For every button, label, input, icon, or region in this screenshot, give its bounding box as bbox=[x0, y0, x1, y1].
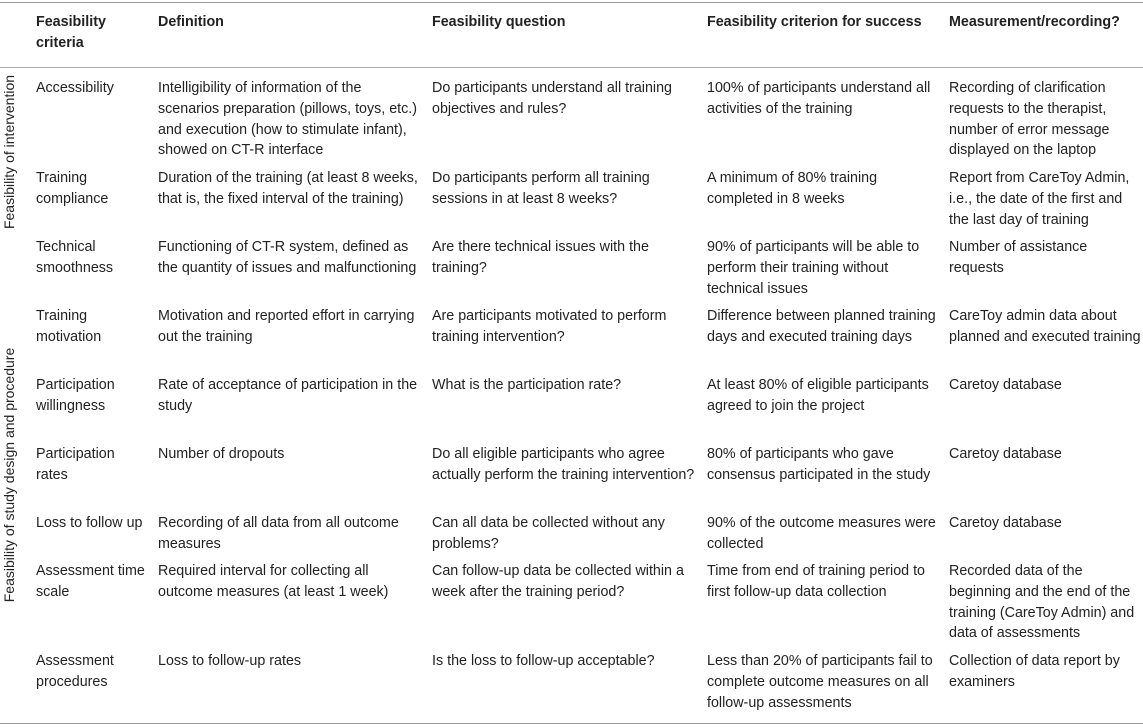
cell-criteria: Assessment time scale bbox=[36, 563, 145, 600]
header-criteria: Feasibility criteria bbox=[36, 14, 106, 51]
cell-success: At least 80% of eligible participants agreed to join the project bbox=[707, 377, 929, 414]
cell-definition: Recording of all data from all outcome measures bbox=[158, 515, 399, 552]
cell-success: 100% of participants understand all activities of the training bbox=[707, 80, 931, 117]
cell-measurement: Caretoy database bbox=[949, 515, 1062, 531]
cell-definition: Functioning of CT-R system, defined as the quantity of issues and malfunctioning bbox=[158, 239, 417, 276]
cell-success: Time from end of training period to first follow-up data collection bbox=[707, 563, 925, 600]
cell-criteria: Participation willingness bbox=[36, 377, 115, 414]
cell-success: 90% of the outcome measures were collected bbox=[707, 515, 936, 552]
header-measurement: Measurement/recording? bbox=[949, 14, 1120, 30]
cell-criteria: Accessibility bbox=[36, 80, 114, 96]
cell-criteria: Technical smoothness bbox=[36, 239, 114, 276]
cell-definition: Rate of acceptance of participation in the study bbox=[158, 377, 418, 414]
cell-success: Less than 20% of participants fail to complete outcome measures on all follow-up assessments bbox=[707, 653, 933, 711]
cell-criteria: Loss to follow up bbox=[36, 515, 143, 531]
cell-question: Do all eligible participants who agree actually perform the training intervention? bbox=[432, 446, 695, 483]
cell-criteria: Training compliance bbox=[36, 170, 109, 207]
cell-question: Is the loss to follow-up acceptable? bbox=[432, 653, 655, 669]
cell-criteria: Assessment procedures bbox=[36, 653, 114, 690]
cell-question: Can follow-up data be collected within a week after the training period? bbox=[432, 563, 684, 600]
cell-measurement: Caretoy database bbox=[949, 377, 1062, 393]
cell-success: Difference between planned training days and executed training days bbox=[707, 308, 936, 345]
cell-measurement: Report from CareToy Admin, i.e., the date of the first and the last day of training bbox=[949, 170, 1130, 228]
header-rule bbox=[0, 67, 1143, 68]
cell-definition: Number of dropouts bbox=[158, 446, 285, 462]
cell-question: Are there technical issues with the training? bbox=[432, 239, 649, 276]
cell-definition: Required interval for collecting all outcome measures (at least 1 week) bbox=[158, 563, 389, 600]
header-success: Feasibility criterion for success bbox=[707, 14, 922, 30]
cell-question: Do participants perform all training sessions in at least 8 weeks? bbox=[432, 170, 650, 207]
cell-definition: Loss to follow-up rates bbox=[158, 653, 302, 669]
cell-success: 90% of participants will be able to perform their training without technical issues bbox=[707, 239, 920, 297]
top-rule bbox=[0, 2, 1143, 3]
group-label-study-design: Feasibility of study design and procedure bbox=[1, 347, 18, 603]
cell-question: Are participants motivated to perform training intervention? bbox=[432, 308, 667, 345]
cell-question: What is the participation rate? bbox=[432, 377, 622, 393]
cell-question: Do participants understand all training objectives and rules? bbox=[432, 80, 673, 117]
cell-success: A minimum of 80% training completed in 8 weeks bbox=[707, 170, 878, 207]
cell-question: Can all data be collected without any problems? bbox=[432, 515, 665, 552]
cell-measurement: Recorded data of the beginning and the end of the training (CareToy Admin) and data of assessments bbox=[949, 563, 1135, 642]
group-label-intervention: Feasibility of intervention bbox=[1, 74, 18, 230]
cell-criteria: Training motivation bbox=[36, 308, 102, 345]
cell-measurement: Number of assistance requests bbox=[949, 239, 1088, 276]
header-definition: Definition bbox=[158, 14, 224, 30]
cell-definition: Motivation and reported effort in carrying out the training bbox=[158, 308, 415, 345]
cell-measurement: Caretoy database bbox=[949, 446, 1062, 462]
cell-criteria: Participation rates bbox=[36, 446, 115, 483]
cell-measurement: Collection of data report by examiners bbox=[949, 653, 1120, 690]
cell-measurement: CareToy admin data about planned and executed training bbox=[949, 308, 1141, 345]
header-question: Feasibility question bbox=[432, 14, 566, 30]
cell-measurement: Recording of clarification requests to the therapist, number of error message displayed on the laptop bbox=[949, 80, 1110, 159]
cell-definition: Intelligibility of information of the scenarios preparation (pillows, toys, etc.) and execution (how to stimulate infant), showed on CT-R interface bbox=[158, 80, 418, 159]
cell-success: 80% of participants who gave consensus participated in the study bbox=[707, 446, 931, 483]
cell-definition: Duration of the training (at least 8 weeks, that is, the fixed interval of the training) bbox=[158, 170, 418, 207]
bottom-rule bbox=[0, 723, 1143, 724]
